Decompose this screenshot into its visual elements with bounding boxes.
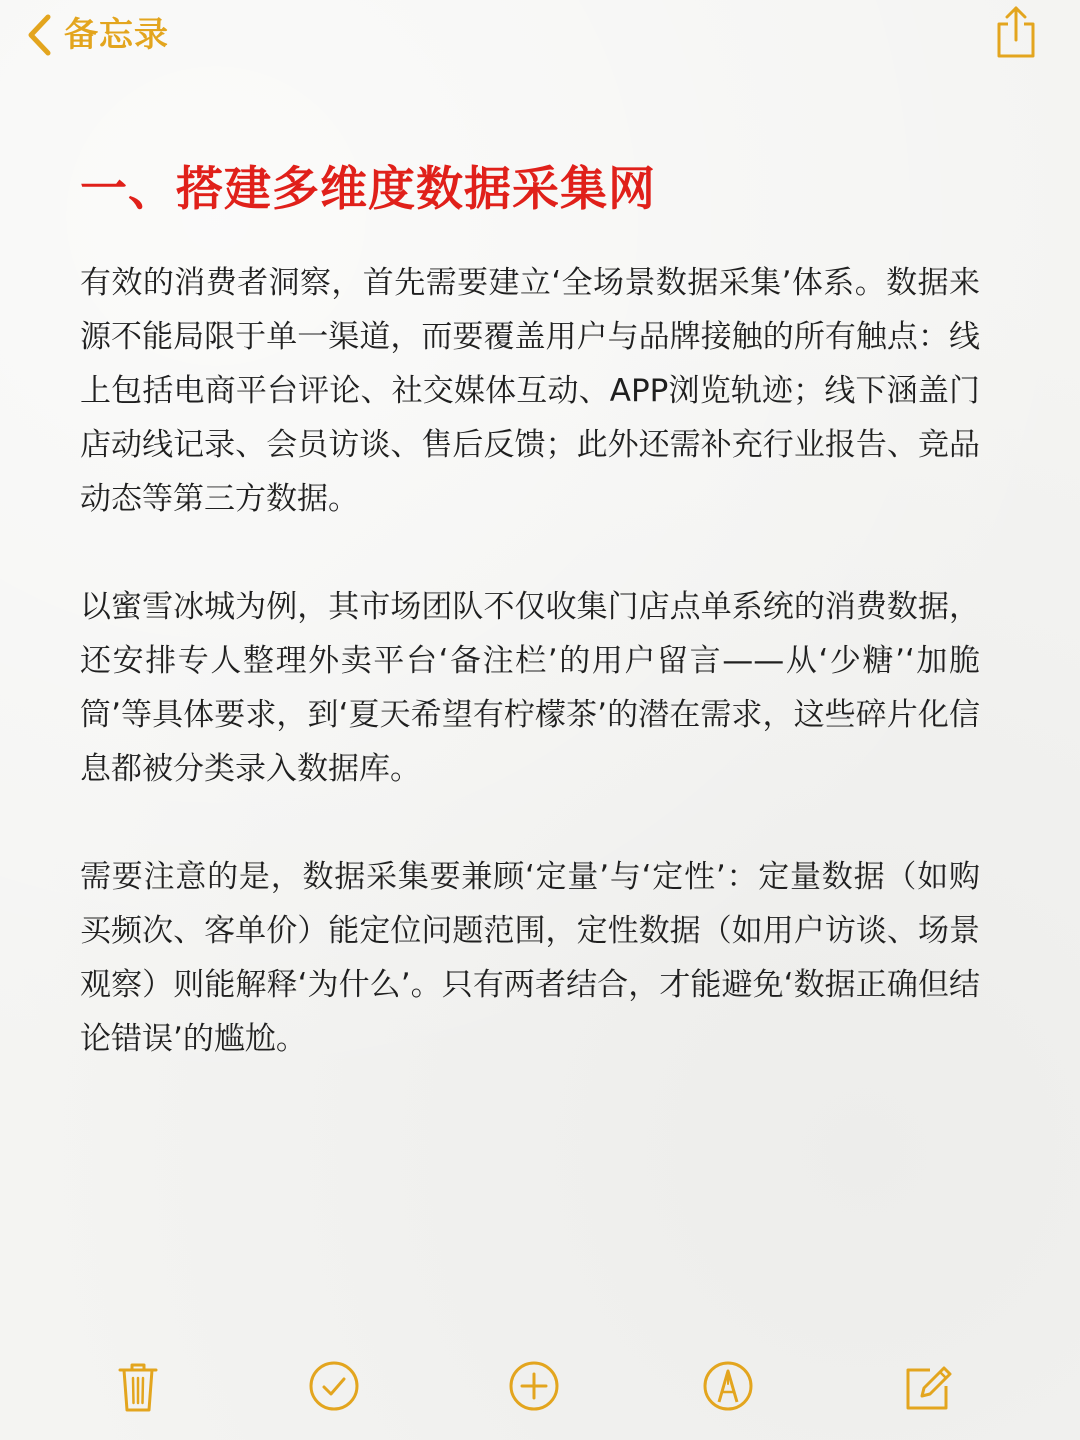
- add-button[interactable]: [506, 1358, 562, 1414]
- share-icon: [994, 4, 1038, 60]
- markup-button[interactable]: [700, 1358, 756, 1414]
- navigation-bar: [0, 0, 1080, 72]
- chevron-left-icon: [26, 13, 52, 57]
- back-label: 备忘录: [64, 15, 169, 55]
- trash-icon: [110, 1358, 166, 1414]
- note-paragraph: 有效的消费者洞察，首先需要建立‘全场景数据采集’体系。数据来源不能局限于单一渠道，而要覆盖用户与品牌接触的所有触点：线上包括电商平台评论、社交媒体互动、APP浏览轨迹；线下涵盖门店动线记录、会员访谈、售后反馈；此外还需补充行业报告、竞品动态等第三方数据。: [80, 265, 980, 517]
- note-heading: 一、搭建多维度数据采集网: [80, 162, 656, 217]
- back-button[interactable]: [26, 10, 169, 60]
- bottom-toolbar: [0, 1350, 1080, 1432]
- share-button[interactable]: [994, 4, 1038, 60]
- compose-icon: [900, 1358, 956, 1414]
- markup-pen-icon: [700, 1358, 756, 1414]
- checklist-button[interactable]: [306, 1358, 362, 1414]
- note-paragraph: 需要注意的是，数据采集要兼顾‘定量’与‘定性’：定量数据（如购买频次、客单价）能定位问题范围，定性数据（如用户访谈、场景观察）则能解释‘为什么’。只有两者结合，才能避免‘数据正确但结论错误’的尴尬。: [80, 859, 980, 1057]
- note-content[interactable]: [80, 158, 980, 1120]
- note-paragraph: 以蜜雪冰城为例，其市场团队不仅收集门店点单系统的消费数据，还安排专人整理外卖平台‘备注栏’的用户留言——从‘少糖’‘加脆筒’等具体要求，到‘夏天希望有柠檬茶’的潜在需求，这些碎片化信息都被分类录入数据库。: [80, 589, 980, 787]
- plus-circle-icon: [506, 1358, 562, 1414]
- delete-button[interactable]: [110, 1358, 166, 1414]
- compose-button[interactable]: [900, 1358, 956, 1414]
- checkmark-circle-icon: [306, 1358, 362, 1414]
